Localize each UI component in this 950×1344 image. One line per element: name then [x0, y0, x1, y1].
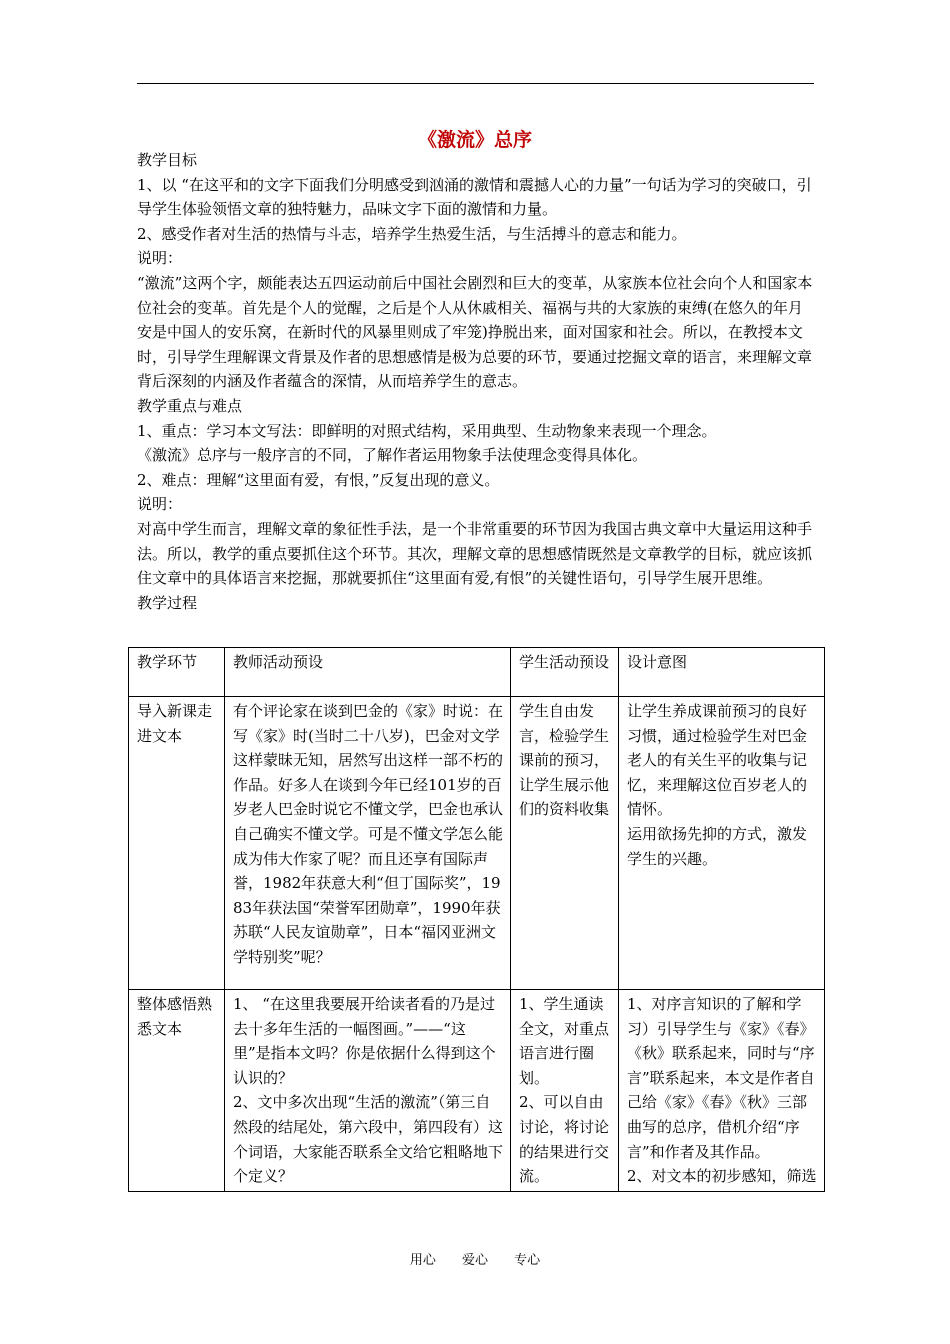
cell-text: 2、文中多次出现“生活的激流”（第三自然段的结尾处，第六段中，第四段有）这个词语，大家能否联系全文给它粗略地下个定义？: [233, 1093, 504, 1186]
cell-text: 1、对序言知识的了解和学习）引导学生与《家》《春》《秋》联系起来，同时与“序言”联系起来，本文是作者自己给《家》《春》《秋》三部曲写的总序，借机介绍“序言”和作者及其作品。: [627, 995, 815, 1161]
cell-text: 2、可以自由讨论，将讨论的结果进行交流。: [519, 1093, 610, 1186]
table-header-cell: 学生活动预设: [511, 648, 619, 697]
student-cell: [511, 697, 619, 990]
section-heading-goals: 教学目标: [137, 151, 198, 169]
cell-text: 2、对文本的初步感知，筛选: [627, 1167, 817, 1186]
cell-text: 1、学生通读全文，对重点语言进行圈划。: [519, 995, 610, 1087]
footer-text: 用心: [409, 1253, 436, 1268]
teaching-process-table: [128, 647, 825, 1192]
table-row: [129, 697, 825, 990]
section-heading-focus: 教学重点与难点: [137, 396, 243, 415]
document-title: 《激流》总序: [417, 129, 532, 151]
design-cell: [619, 990, 825, 1192]
paragraph: 2、感受作者对生活的热情与斗志，培养学生热爱生活，与生活搏斗的意志和能力。: [137, 224, 687, 243]
student-cell: [511, 990, 619, 1192]
table-header-cell: 教学环节: [129, 648, 225, 697]
cell-text: 1、 “在这里我要展开给读者看的乃是过去十多年生活的一幅图画。”——“这里”是指本文吗？你是依据什么得到这个认识的？: [233, 995, 496, 1087]
cell-text: 运用欲扬先抑的方式，激发学生的兴趣。: [627, 824, 808, 868]
paragraph: 1、重点：学习本文写法：即鲜明的对照式结构，采用典型、生动物象来表现一个理念。: [137, 421, 717, 440]
page-footer: [0, 1249, 950, 1268]
paragraph: 说明：: [137, 249, 183, 268]
table-header-cell: 教师活动预设: [225, 648, 511, 697]
stage-cell: 导入新课走进文本: [129, 697, 225, 990]
footer-text: 爱心: [461, 1253, 488, 1268]
table-header-row: [129, 648, 825, 697]
cell-text: 有个评论家在谈到巴金的《家》时说：在写《家》时(当时二十八岁)，巴金对文学这样蒙昧无知，居然写出这样一部不朽的作品。好多人在谈到今年已经101岁的百岁老人巴金时说它不懂文学，巴金也承认自己确实不懂文学。可是不懂文学怎么能成为伟大作家了呢？而且还享有国际声誉，1982年获意大利“但丁国际奖”，1983年获法国“荣誉军团勋章”，1990年获苏联“人民友谊勋章”，日本“福冈亚洲文学特别奖”呢？: [233, 702, 504, 966]
document-body: [137, 148, 817, 615]
design-cell: [619, 697, 825, 990]
table-header-cell: 设计意图: [619, 648, 825, 697]
paragraph: 1、以 “在这平和的文字下面我们分明感受到汹涌的激情和震撼人心的力量”一句话为学习的突破口，引导学生体验领悟文章的独特魅力，品味文字下面的激情和力量。: [137, 175, 812, 219]
section-heading-process: 教学过程: [137, 593, 198, 612]
teacher-cell: [225, 697, 511, 990]
paragraph: 2、难点：理解“这里面有爱，有恨，”反复出现的意义。: [137, 470, 500, 489]
stage-cell: 整体感悟熟悉文本: [129, 990, 225, 1192]
cell-text: 让学生养成课前预习的良好习惯，通过检验学生对巴金老人的有关生平的收集与记忆，来理解这位百岁老人的情怀。: [627, 702, 808, 819]
footer-text: 专心: [514, 1253, 541, 1268]
paragraph: 说明：: [137, 495, 183, 514]
table-row: [129, 990, 825, 1192]
header-rule: [137, 83, 814, 84]
teacher-cell: [225, 990, 511, 1192]
paragraph: 对高中学生而言，理解文章的象征性手法，是一个非常重要的环节因为我国古典文章中大量运用这种手法。所以，教学的重点要抓住这个环节。其次，理解文章的思想感情既然是文章教学的目标，就应该抓住文章中的具体语言来挖掘，那就要抓住“这里面有爱,有恨”的关键性语句，引导学生展开思维。: [137, 519, 813, 588]
cell-text: 学生自由发言，检验学生课前的预习，让学生展示他们的资料收集: [519, 702, 610, 819]
paragraph: 《激流》总序与一般序言的不同，了解作者运用物象手法使理念变得具体化。: [137, 446, 648, 465]
paragraph: “激流”这两个字，颇能表达五四运动前后中国社会剧烈和巨大的变革，从家族本位社会向个人和国家本位社会的变革。首先是个人的觉醒，之后是个人从休戚相关、福祸与共的大家族的束缚(在悠久的年月安是中国人的安乐窝，在新时代的风暴里则成了牢笼)挣脱出来，面对国家和社会。所以，在教授本文时，引导学生理解课文背景及作者的思想感情是极为总要的环节，要通过挖掘文章的语言，来理解文章背后深刻的内涵及作者蕴含的深情，从而培养学生的意志。: [137, 273, 813, 391]
